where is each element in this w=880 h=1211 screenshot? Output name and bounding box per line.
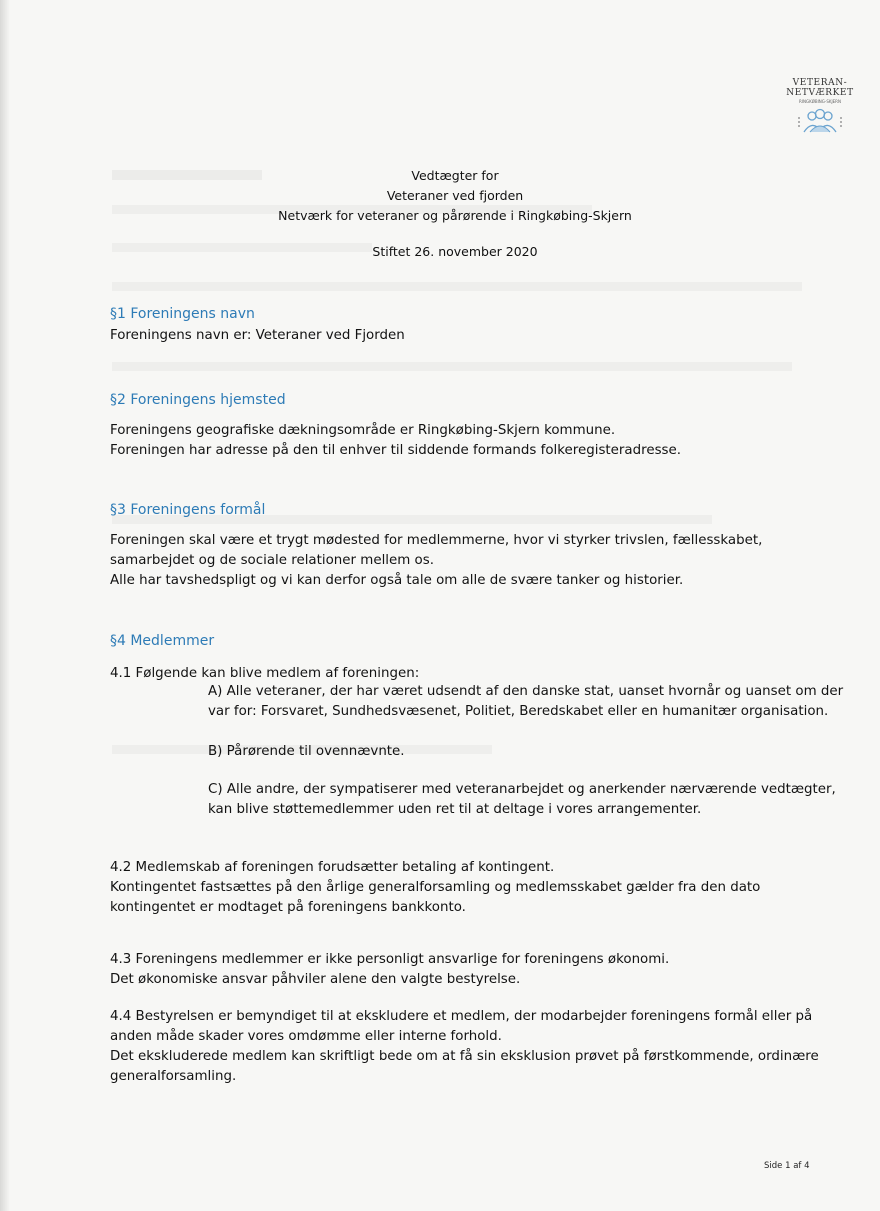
section-3-heading: §3 Foreningens formål: [110, 502, 266, 518]
paragraph-4-4-line: 4.4 Bestyrelsen er bemyndiget til at ekskludere et medlem, der modarbejder foreningens formål eller på: [110, 1009, 813, 1024]
bleed-through-mark: [112, 362, 792, 371]
bleed-through-mark: [112, 282, 802, 291]
paragraph-4-2-line: Kontingentet fastsættes på den årlige generalforsamling og medlemsskabet gælder fra den dato: [110, 880, 761, 895]
section-2-heading: §2 Foreningens hjemsted: [110, 392, 286, 408]
paragraph-4-3-line: Det økonomiske ansvar påhviler alene den valgte bestyrelse.: [110, 972, 521, 987]
paragraph-4-1-intro: 4.1 Følgende kan blive medlem af foreningen:: [110, 666, 420, 681]
page-number: Side 1 af 4: [764, 1161, 810, 1171]
section-3-line: Foreningen skal være et trygt mødested for medlemmerne, hvor vi styrker trivslen, fællesskabet,: [110, 533, 763, 548]
scan-edge-shadow: [0, 0, 10, 1211]
document-title: [270, 166, 640, 226]
veteran-network-logo: [770, 78, 870, 140]
section-3-line: samarbejdet og de sociale relationer mellem os.: [110, 553, 434, 568]
title-line: Netværk for veteraner og pårørende i Ringkøbing-Skjern: [278, 208, 632, 223]
paragraph-4-1-c-line: kan blive støttemedlemmer uden ret til at deltage i vores arrangementer.: [208, 802, 702, 817]
section-1-heading: §1 Foreningens navn: [110, 306, 255, 322]
paragraph-4-1-a-line: A) Alle veteraner, der har været udsendt af den danske stat, uanset hvornår og uanset om der: [208, 684, 844, 699]
paragraph-4-1-a-line: var for: Forsvaret, Sundhedsvæsenet, Politiet, Beredskabet eller en humanitær organisation.: [208, 704, 829, 719]
paragraph-4-4-line: generalforsamling.: [110, 1069, 237, 1084]
paragraph-4-1-b: B) Pårørende til ovennævnte.: [208, 744, 405, 759]
paragraph-4-4-line: anden måde skader vores omdømme eller interne forhold.: [110, 1029, 502, 1044]
logo-name: VETERAN-NETVÆRKET: [786, 78, 854, 98]
paragraph-4-2-line: kontingentet er modtaget på foreningens bankkonto.: [110, 900, 466, 915]
paragraph-4-1-c-line: C) Alle andre, der sympatiserer med veteranarbejdet og anerkender nærværende vedtægter,: [208, 782, 836, 797]
title-line: Veteraner ved fjorden: [386, 188, 524, 203]
paragraph-4-3-line: 4.3 Foreningens medlemmer er ikke personligt ansvarlige for foreningens økonomi.: [110, 952, 670, 967]
paragraph-4-2-line: 4.2 Medlemskab af foreningen forudsætter betaling af kontingent.: [110, 860, 555, 875]
logo-subtitle: RINGKØBING-SKJERN: [799, 99, 841, 104]
paragraph-4-4-line: Det ekskluderede medlem kan skriftligt bede om at få sin eksklusion prøvet på førstkommende, ordinære: [110, 1049, 819, 1064]
section-3-line: Alle har tavshedspligt og vi kan derfor også tale om alle de svære tanker og historier.: [110, 573, 684, 588]
people-group-icon: [770, 108, 870, 140]
section-2-line: Foreningens geografiske dækningsområde er Ringkøbing-Skjern kommune.: [110, 423, 616, 438]
section-4-heading: §4 Medlemmer: [110, 633, 215, 649]
bleed-through-mark: [112, 170, 262, 180]
section-1-text: Foreningens navn er: Veteraner ved Fjorden: [110, 328, 405, 343]
founding-date: Stiftet 26. november 2020: [372, 244, 538, 259]
title-line: Vedtægter for: [411, 168, 499, 183]
section-2-line: Foreningen har adresse på den til enhver til siddende formands folkeregisteradresse.: [110, 443, 682, 458]
